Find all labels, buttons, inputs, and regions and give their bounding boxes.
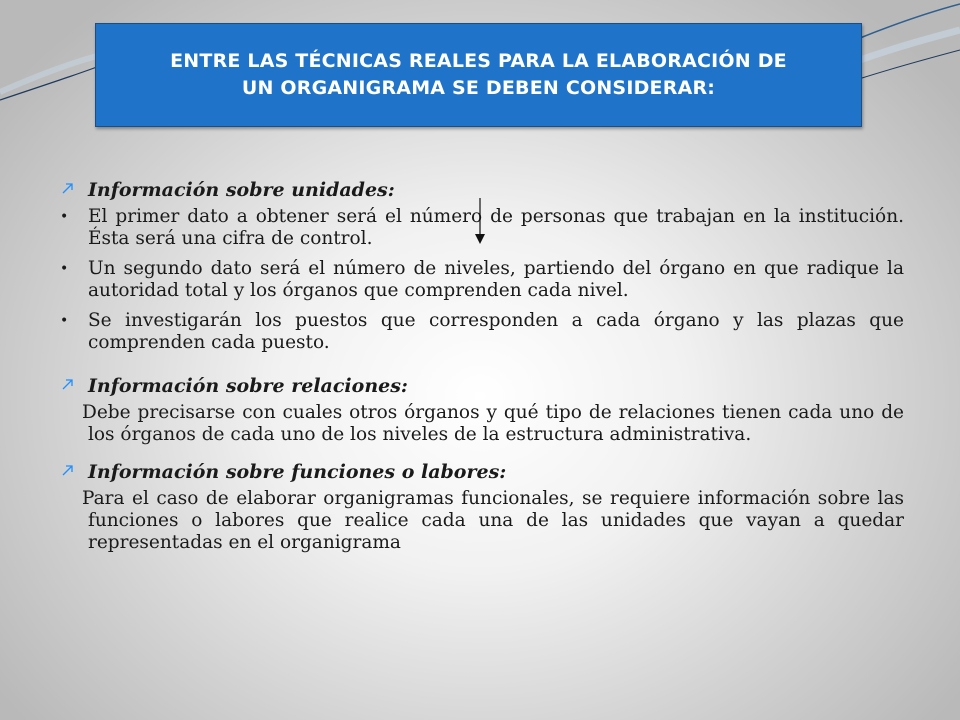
list-item-text: Se investigarán los puestos que corresponden a cada órgano y las plazas que comprenden cada puesto.: [88, 310, 904, 353]
arrow-up-right-icon: [60, 376, 76, 392]
list-item: [60, 310, 904, 354]
section-paragraph-relaciones: Debe precisarse con cuales otros órganos y qué tipo de relaciones tienen cada uno de los órganos de cada uno de los niveles de la estructura administrativa.: [82, 402, 904, 445]
dot-icon: •: [60, 261, 69, 277]
dot-icon: •: [60, 209, 69, 225]
title-line-2: UN ORGANIGRAMA SE DEBEN CONSIDERAR:: [241, 77, 716, 99]
arrow-up-right-icon: [60, 180, 76, 196]
list-item-text: El primer dato a obtener será el número de personas que trabajan en la institución. Ésta será una cifra de control.: [88, 206, 904, 249]
arrow-up-right-icon: [60, 462, 76, 478]
title-line-1: ENTRE LAS TÉCNICAS REALES PARA LA ELABORACIÓN DE: [170, 50, 787, 72]
section-heading-funciones: [60, 460, 904, 484]
down-arrow-pointer-icon: [472, 198, 488, 246]
list-item: [60, 258, 904, 302]
heading-text: Información sobre relaciones:: [88, 375, 408, 397]
dot-icon: •: [60, 313, 69, 329]
page-title: [170, 48, 787, 102]
title-banner: [95, 23, 862, 127]
list-item-text: Un segundo dato será el número de niveles, partiendo del órgano en que radique la autoridad total y los órganos que comprenden cada nivel.: [88, 258, 904, 301]
section-heading-relaciones: [60, 374, 904, 398]
section-paragraph-funciones: Para el caso de elaborar organigramas funcionales, se requiere información sobre las funciones o labores que realice cada una de las unidades que vayan a quedar representadas en el organigrama: [82, 488, 904, 553]
heading-text: Información sobre funciones o labores:: [88, 461, 507, 483]
heading-text: Información sobre unidades:: [88, 179, 395, 201]
